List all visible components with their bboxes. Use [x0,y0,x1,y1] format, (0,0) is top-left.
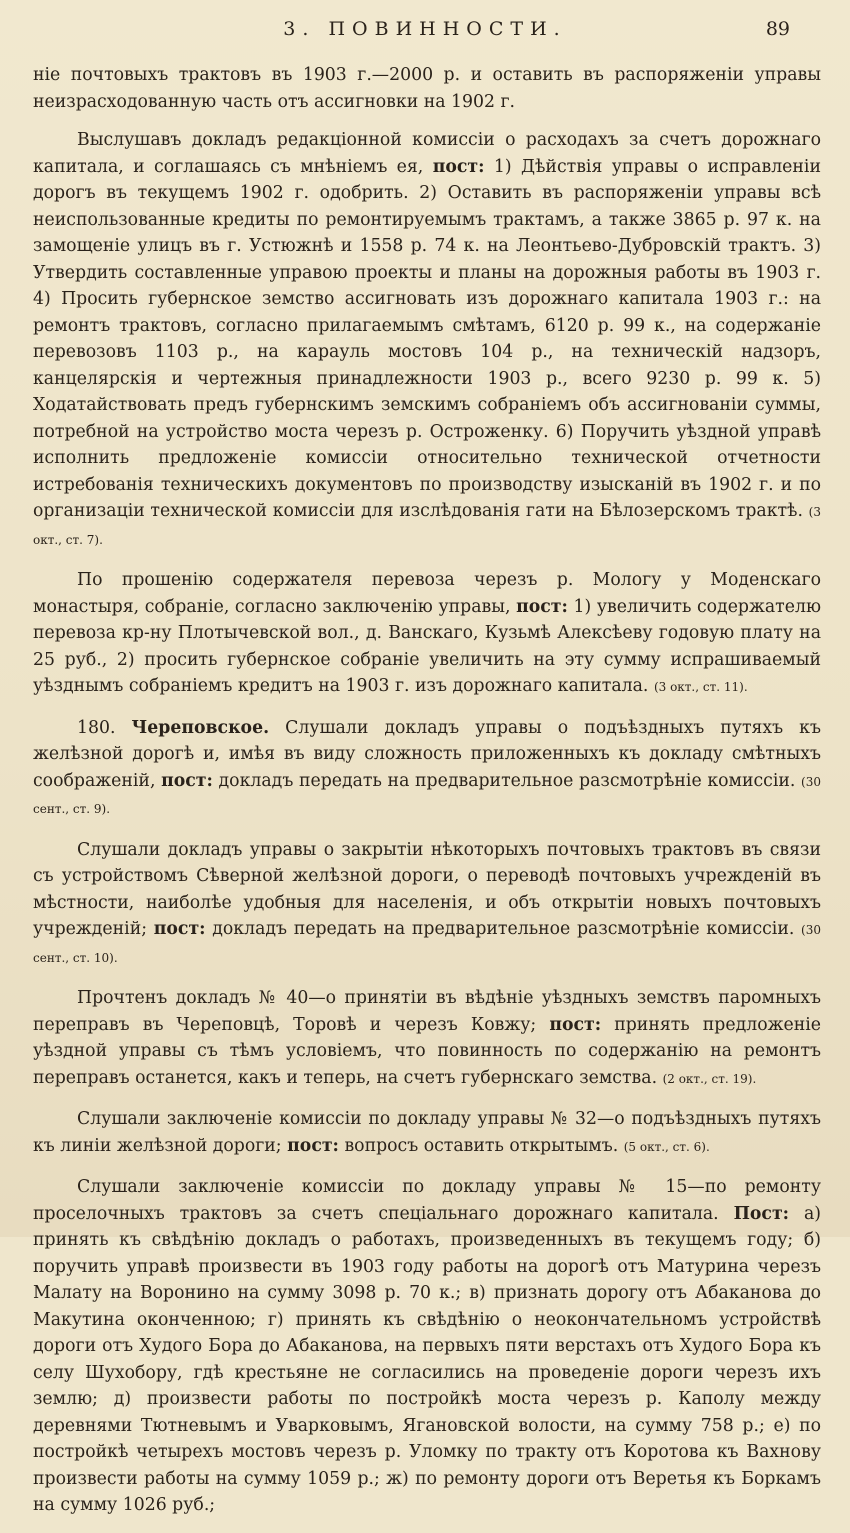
session-reference: (2 окт., ст. 19). [662,1071,757,1086]
paragraph-text: 1) увеличить содержателю перевоза кр-ну Плотычевской вол., д. Ванскаго, Кузьмѣ Алексѣеву годовую плату на 25 руб., 2) просить губернское собраніе увеличить на эту сумму испрашиваемый уѣзднымъ собраніемъ кредитъ на 1903 г. изъ дорожнаго капитала. [33,596,821,696]
session-reference: (5 окт., ст. 6). [623,1139,710,1154]
paragraph-text: принять предложеніе уѣздной управы съ тѣмъ условіемъ, что повинность по содержанію на ремонтъ переправъ останется, какъ и теперь, на счетъ губернскаго земства. [33,1014,822,1088]
paragraph-text: докладъ передать на предварительное разсмотрѣніе комиссіи. [218,770,796,791]
paragraph-text: ніе почтовыхъ трактовъ въ 1903 г.—2000 р. и оставить въ распоряженіи управы неизрасходованную часть отъ ассигновки на 1902 г. [33,65,821,112]
resolution-keyword: пост: [161,770,213,791]
paragraph-text: Слушали заключеніе комиссіи по докладу управы № 32—о подъѣздныхъ путяхъ къ линіи желѣзной дороги; [33,1109,821,1156]
section-title: 3. ПОВИННОСТИ. [283,18,567,40]
paragraph-text: Слушали заключеніе комиссіи по докладу управы № 15—по ремонту проселочныхъ трактовъ за счетъ спеціальнаго дорожнаго капитала. [33,1177,821,1224]
paragraph-text: вопросъ оставить открытымъ. [344,1135,619,1156]
paragraph-ferry-crossings [33,985,821,1092]
resolution-keyword: пост: [516,596,568,617]
paragraph-text: Слушали докладъ управы о подъѣздныхъ путяхъ къ желѣзной дорогѣ и, имѣя въ виду сложность приложенныхъ къ докладу смѣтныхъ соображеній, [33,717,821,791]
section-number: 180. [77,717,116,738]
session-reference: (30 сент., ст. 9). [33,774,821,816]
paragraph-text: Прочтенъ докладъ № 40—о принятіи въ вѣдѣніе уѣздныхъ земствъ паромныхъ переправъ въ Череповцѣ, Торовѣ и черезъ Ковжу; [33,988,821,1035]
paragraph-text: Слушали докладъ управы о закрытіи нѣкоторыхъ почтовыхъ трактовъ въ связи съ устройствомъ Сѣверной желѣзной дороги, о переводѣ почтовыхъ учрежденій въ мѣстности, наиболѣе удобныя для населенія, и объ открытіи новыхъ почтовыхъ учрежденій; [33,839,821,939]
paragraph-text: 1) Дѣйствія управы о исправленіи дорогъ въ текущемъ 1902 г. одобрить. 2) Оставить въ распоряженіи управы всѣ неиспользованные кредиты по ремонтируемымъ трактамъ, а также 3865 р. 97 к. на замощеніе улицъ въ г. Устюжнѣ и 1558 р. 74 к. на Леонтьево-Дубровскій трактъ. 3) Утвердить составленные управою проекты и планы на дорожныя работы въ 1903 г. 4) Просить губернское земство ассигновать изъ дорожнаго капитала 1903 г.: на ремонтъ трактовъ, согласно прилагаемымъ смѣтамъ, 6120 р. 99 к., на содержаніе перевозовъ 1103 р., на карауль мостовъ 104 р., на техническій надзоръ, канцелярскія и чертежныя принадлежности 1903 р., всего 9230 р. 99 к. 5) Ходатайствовать предъ губернскимъ земскимъ собраніемъ объ ассигнованіи суммы, потребной на устройство моста черезъ р. Остроженку. 6) Поручить уѣздной управѣ исполнить предложеніе комиссіи относительно технической отчетности истребованія техническихъ документовъ по производству изысканій въ 1902 г. и по организаціи технической комиссіи для изслѣдованія гати на Бѣлозерскомъ трактѣ. [33,156,821,521]
resolution-keyword: пост: [153,919,206,939]
page-number: 89 [765,18,790,40]
paragraph-text: По прошенію содержателя перевоза черезъ р. Мологу у Моденскаго монастыря, собраніе, согласно заключенію управы, [33,570,821,617]
paragraph-cherepovets-heading [33,715,821,823]
paragraph-ferry-keeper [33,567,821,701]
paragraph-railway-access [33,1106,821,1160]
resolution-keyword: Пост: [733,1203,790,1224]
district-name: Череповское. [131,717,270,738]
resolution-keyword: пост: [432,156,485,177]
paragraph-text: докладъ передать на предварительное разсмотрѣніе комиссіи. [212,919,795,939]
paragraph-country-roads [33,1174,821,1519]
running-header [34,18,816,48]
paragraph-road-capital [33,127,821,553]
resolution-keyword: пост: [549,1014,602,1035]
paragraph-text: а) принять къ свѣдѣнію докладъ о работахъ, произведенныхъ въ текущемъ году; б) поручить управѣ произвести въ 1903 году работы на дорогѣ отъ Матурина черезъ Малату на Воронино на сумму 3098 р. 70 к.; в) признать дорогу отъ Абаканова до Макутина оконченною; г) принять къ свѣдѣнію о неокончательномъ устройствѣ дороги отъ Худого Бора до Абаканова, на первыхъ пяти верстахъ отъ Худого Бора къ селу Шухобору, гдѣ крестьяне не согласились на проведеніе дороги черезъ ихъ землю; д) произвести работы по постройкѣ моста черезъ р. Каполу между деревнями Тютневымъ и Уварковымъ, Ягановской волости, на сумму 758 р.; е) по постройкѣ четырехъ мостовъ черезъ р. Уломку по тракту отъ Коротова къ Вахнову произвести работы на сумму 1059 р.; ж) по ремонту дороги отъ Веретья къ Боркамъ на сумму 1026 руб.; [33,1203,821,1515]
paragraph-postal-routes [33,837,821,972]
session-reference: (3 окт., ст. 11). [653,680,748,694]
session-reference: (30 сент., ст. 10). [33,923,821,965]
session-reference: (3 окт., ст. 7). [33,505,821,547]
resolution-keyword: пост: [287,1135,339,1156]
paragraph-text: Выслушавъ докладъ редакціонной комиссіи о расходахъ за счетъ дорожнаго капитала, и соглашаясь съ мнѣніемъ ея, [33,130,821,177]
body-text [33,62,821,1533]
paragraph-continuation [33,62,821,115]
